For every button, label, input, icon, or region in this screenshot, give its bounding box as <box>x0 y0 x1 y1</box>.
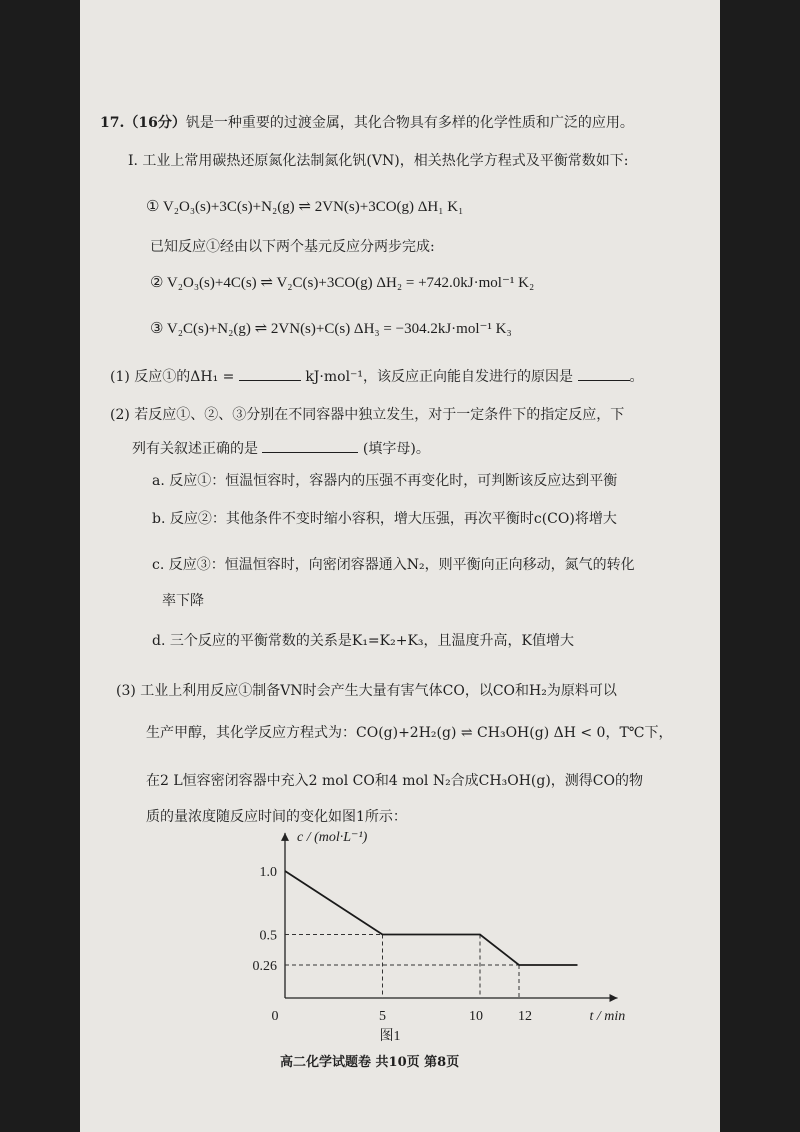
question-number: 17.（16分） <box>100 115 186 131</box>
q1-end: 。 <box>629 369 644 385</box>
x-tick-label-3: 12 <box>518 1009 532 1024</box>
subquestion-2-line1: (2) 若反应①、②、③分别在不同容器中独立发生，对于一定条件下的指定反应，下 <box>110 407 625 423</box>
option-c-line2: 率下降 <box>162 593 204 609</box>
figure-caption: 图1 <box>379 1029 401 1044</box>
x-tick-label-0: 0 <box>271 1009 279 1024</box>
option-d: d. 三个反应的平衡常数的关系是K₁=K₂+K₃，且温度升高，K值增大 <box>152 633 574 649</box>
co-concentration-line <box>285 871 578 965</box>
x-axis-label: t / min <box>589 1009 626 1024</box>
option-a: a. 反应①：恒温恒容时，容器内的压强不再变化时，可判断该反应达到平衡 <box>152 473 618 489</box>
q1-text-a: (1) 反应①的ΔH₁ = <box>110 369 235 385</box>
equation-3: ③ V₂C(s)+N₂(g) ⇌ 2VN(s)+C(s) ΔH₃ = −304.2kJ·mol⁻¹ K₃ <box>150 321 512 337</box>
known-statement: 已知反应①经由以下两个基元反应分两步完成: <box>150 239 435 255</box>
x-tick-label-2: 10 <box>469 1009 483 1024</box>
y-tick-label-1: 0.5 <box>259 928 277 944</box>
x-tick-label-1: 5 <box>379 1009 386 1024</box>
equation-1: ① V₂O₃(s)+3C(s)+N₂(g) ⇌ 2VN(s)+3CO(g) ΔH₁ K₁ <box>146 199 464 215</box>
q2-text-b: (填字母)。 <box>362 441 430 457</box>
exam-page <box>80 0 720 1132</box>
option-c-line1: c. 反应③：恒温恒容时，向密闭容器通入N₂，则平衡向正向移动，氮气的转化 <box>152 557 635 573</box>
subquestion-3-line4: 质的量浓度随反应时间的变化如图1所示： <box>146 809 407 825</box>
subquestion-3-line2: 生产甲醇，其化学反应方程式为：CO(g)+2H₂(g) ⇌ CH₃OH(g) ΔH < 0，T℃下， <box>146 725 673 741</box>
figure-1-chart <box>80 0 720 1132</box>
option-b: b. 反应②：其他条件不变时缩小容积，增大压强，再次平衡时c(CO)将增大 <box>152 511 617 527</box>
q2-text-a: 列有关叙述正确的是 <box>132 441 258 457</box>
subquestion-3-line1: (3) 工业上利用反应①制备VN时会产生大量有害气体CO，以CO和H₂为原料可以 <box>116 683 617 699</box>
subquestion-3-line3: 在2 L恒容密闭容器中充入2 mol CO和4 mol N₂合成CH₃OH(g)，测得CO的物 <box>146 773 643 789</box>
y-tick-label-0: 1.0 <box>259 865 277 880</box>
question-intro: 钒是一种重要的过渡金属，其化合物具有多样的化学性质和广泛的应用。 <box>185 115 634 131</box>
equation-2: ② V₂O₃(s)+4C(s) ⇌ V₂C(s)+3CO(g) ΔH₂ = +742.0kJ·mol⁻¹ K₂ <box>150 275 535 291</box>
page-footer: 高二化学试题卷 共10页 第8页 <box>280 1055 460 1070</box>
y-axis-arrow <box>281 833 289 841</box>
part-I-title: I. 工业上常用碳热还原氮化法制氮化钒(VN)，相关热化学方程式及平衡常数如下: <box>128 153 629 169</box>
q1-text-b: kJ·mol⁻¹，该反应正向能自发进行的原因是 <box>305 369 574 385</box>
x-axis-arrow <box>610 994 618 1002</box>
y-axis-label: c / (mol·L⁻¹) <box>297 829 368 845</box>
y-tick-label-2: 0.26 <box>252 958 277 974</box>
